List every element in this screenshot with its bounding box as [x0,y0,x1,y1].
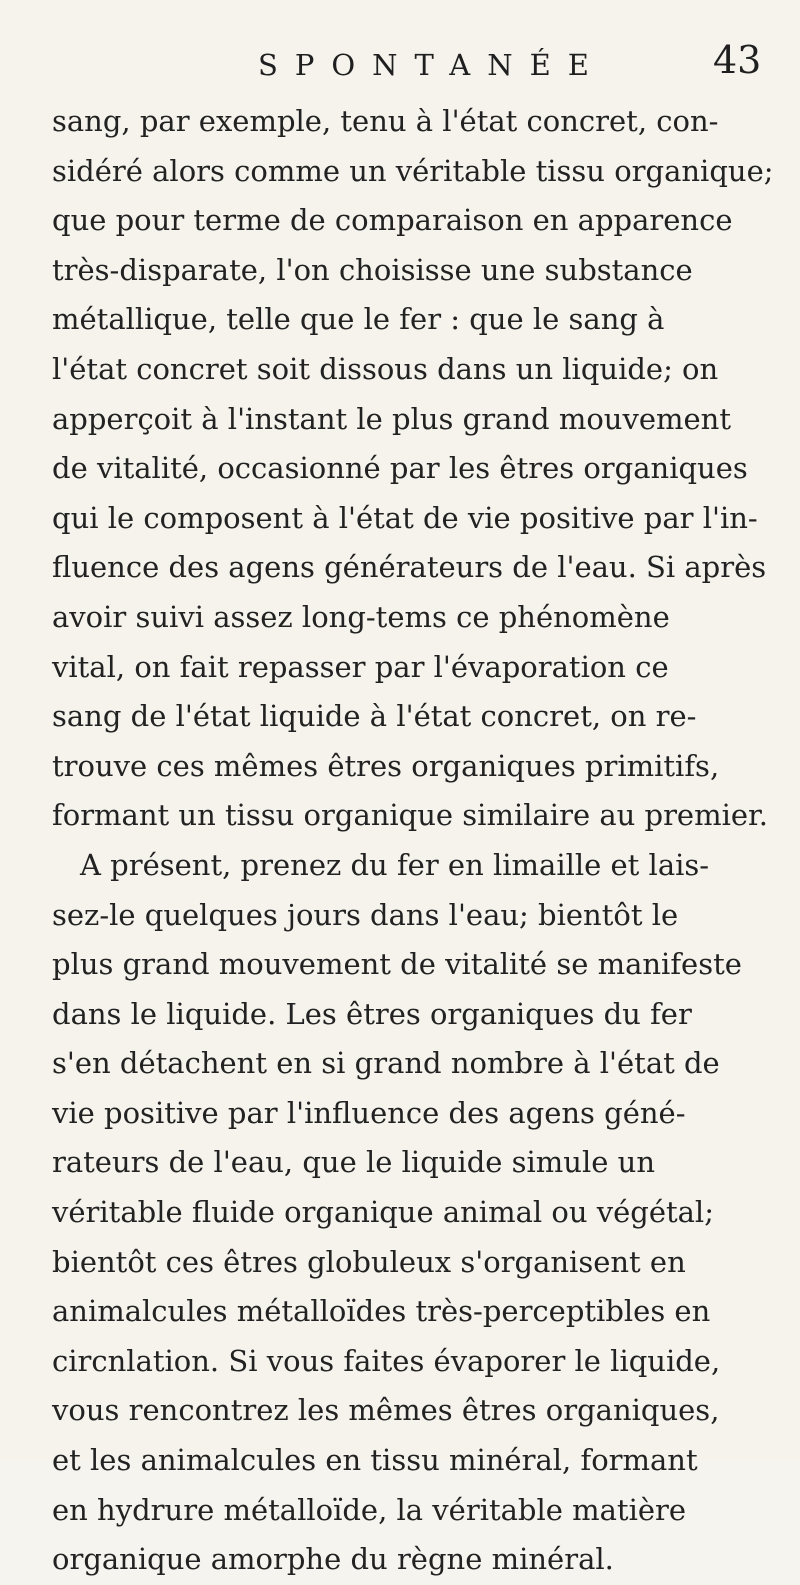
text-line: apperçoit à l'instant le plus grand mouvement [52,401,731,436]
text-line: formant un tissu organique similaire au premier. [52,798,768,833]
text-line: s'en détachent en si grand nombre à l'état de [52,1046,720,1081]
page-number: 43 [713,38,762,82]
text-line: trouve ces mêmes êtres organiques primitifs, [52,748,720,783]
text-line: vie positive par l'influence des agens géné- [52,1095,686,1130]
text-line: et les animalcules en tissu minéral, formant [52,1443,698,1478]
text-line: l'état concret soit dissous dans un liquide; on [52,351,719,386]
page-header [0,34,800,94]
text-line: fluence des agens générateurs de l'eau. Si après [52,550,767,585]
text-line: de vitalité, occasionné par les êtres organiques [52,451,748,486]
text-line: très-disparate, l'on choisisse une substance [52,252,693,287]
text-line: qui le composent à l'état de vie positive par l'in- [52,500,758,535]
text-line: sidéré alors comme un véritable tissu organique; [52,153,774,188]
text-line: métallique, telle que le fer : que le sang à [52,302,665,337]
text-line: dans le liquide. Les êtres organiques du fer [52,996,692,1031]
text-line: bientôt ces êtres globuleux s'organisent en [52,1244,686,1279]
text-line: véritable fluide organique animal ou végétal; [52,1195,714,1230]
text-line: rateurs de l'eau, que le liquide simule un [52,1145,655,1180]
text-line: sang de l'état liquide à l'état concret, on re- [52,699,697,734]
running-head: SPONTANÉE [258,48,606,82]
text-line: vous rencontrez les mêmes êtres organiques, [52,1393,720,1428]
text-line: circnlation. Si vous faites évaporer le liquide, [52,1343,721,1378]
text-line: sang, par exemple, tenu à l'état concret, con- [52,104,719,138]
text-line: avoir suivi assez long-tems ce phénomène [52,599,670,634]
text-line: vital, on fait repasser par l'évaporation ce [52,649,669,684]
text-line: plus grand mouvement de vitalité se manifeste [52,947,742,982]
text-line: en hydrure métalloïde, la véritable matière [52,1492,687,1527]
body-text [52,97,774,1585]
text-line: organique amorphe du règne minéral. [52,1542,614,1577]
text-line: A présent, prenez du fer en limaille et lais- [80,847,710,882]
text-line: animalcules métalloïdes très-perceptibles en [52,1294,711,1329]
text-line: que pour terme de comparaison en apparence [52,203,733,238]
text-line: sez-le quelques jours dans l'eau; bientôt le [52,897,679,932]
